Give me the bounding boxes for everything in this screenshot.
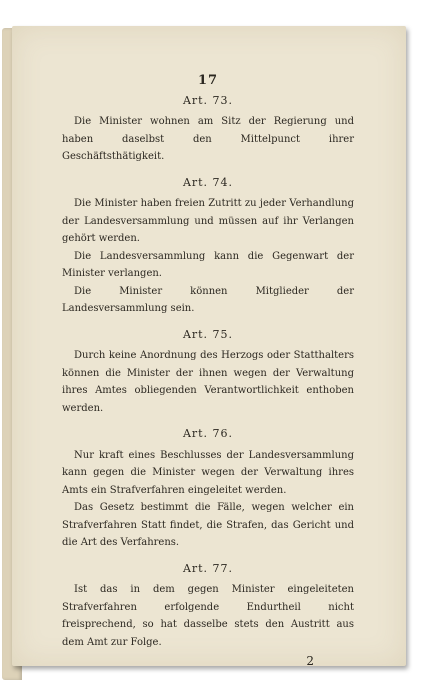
article-paragraph: Die Minister haben freien Zutritt zu jeder Verhandlung der Landesversammlung und müssen auf ihr Verlangen gehört werden. — [62, 198, 354, 244]
page-text — [62, 72, 354, 671]
article-paragraph: Die Minister wohnen am Sitz der Regierung und haben daselbst den Mittelpunct ihrer Geschäftsthätigkeit. — [62, 116, 354, 162]
article-paragraph: Durch keine Anordnung des Herzogs oder Statthalters können die Minister der ihnen wegen der Verwaltung ihres Amtes obliegenden Verantwortlichkeit enthoben werden. — [62, 350, 354, 414]
article-heading: Art. 76. — [182, 427, 234, 440]
article-heading: Art. 75. — [182, 327, 234, 341]
article-heading: Art. 74. — [182, 175, 234, 189]
article-heading: Art. 73. — [182, 93, 234, 107]
article-paragraph: Die Minister können Mitglieder der Landesversammlung sein. — [62, 285, 354, 314]
article-paragraph: Die Landesversammlung kann die Gegenwart der Minister verlangen. — [62, 250, 354, 279]
article-paragraph: Nur kraft eines Beschlusses der Landesversammlung kann gegen die Minister wegen der Verwaltung ihres Amts ein Strafverfahren eingeleitet werden. — [62, 449, 354, 496]
article-paragraph: Das Gesetz bestimmt die Fälle, wegen welcher ein Strafverfahren Statt findet, die Strafen, das Gericht und die Art des Verfahrens. — [62, 502, 354, 548]
signature-mark: 2 — [306, 654, 314, 668]
article-heading: Art. 77. — [182, 561, 234, 575]
article-paragraph: Ist das in dem gegen Minister eingeleiteten Strafverfahren erfolgende Endurtheil nicht freisprechend, so hat dasselbe stets den Austritt aus dem Amt zur Folge. — [62, 584, 354, 648]
page-number: 17 — [197, 73, 219, 88]
